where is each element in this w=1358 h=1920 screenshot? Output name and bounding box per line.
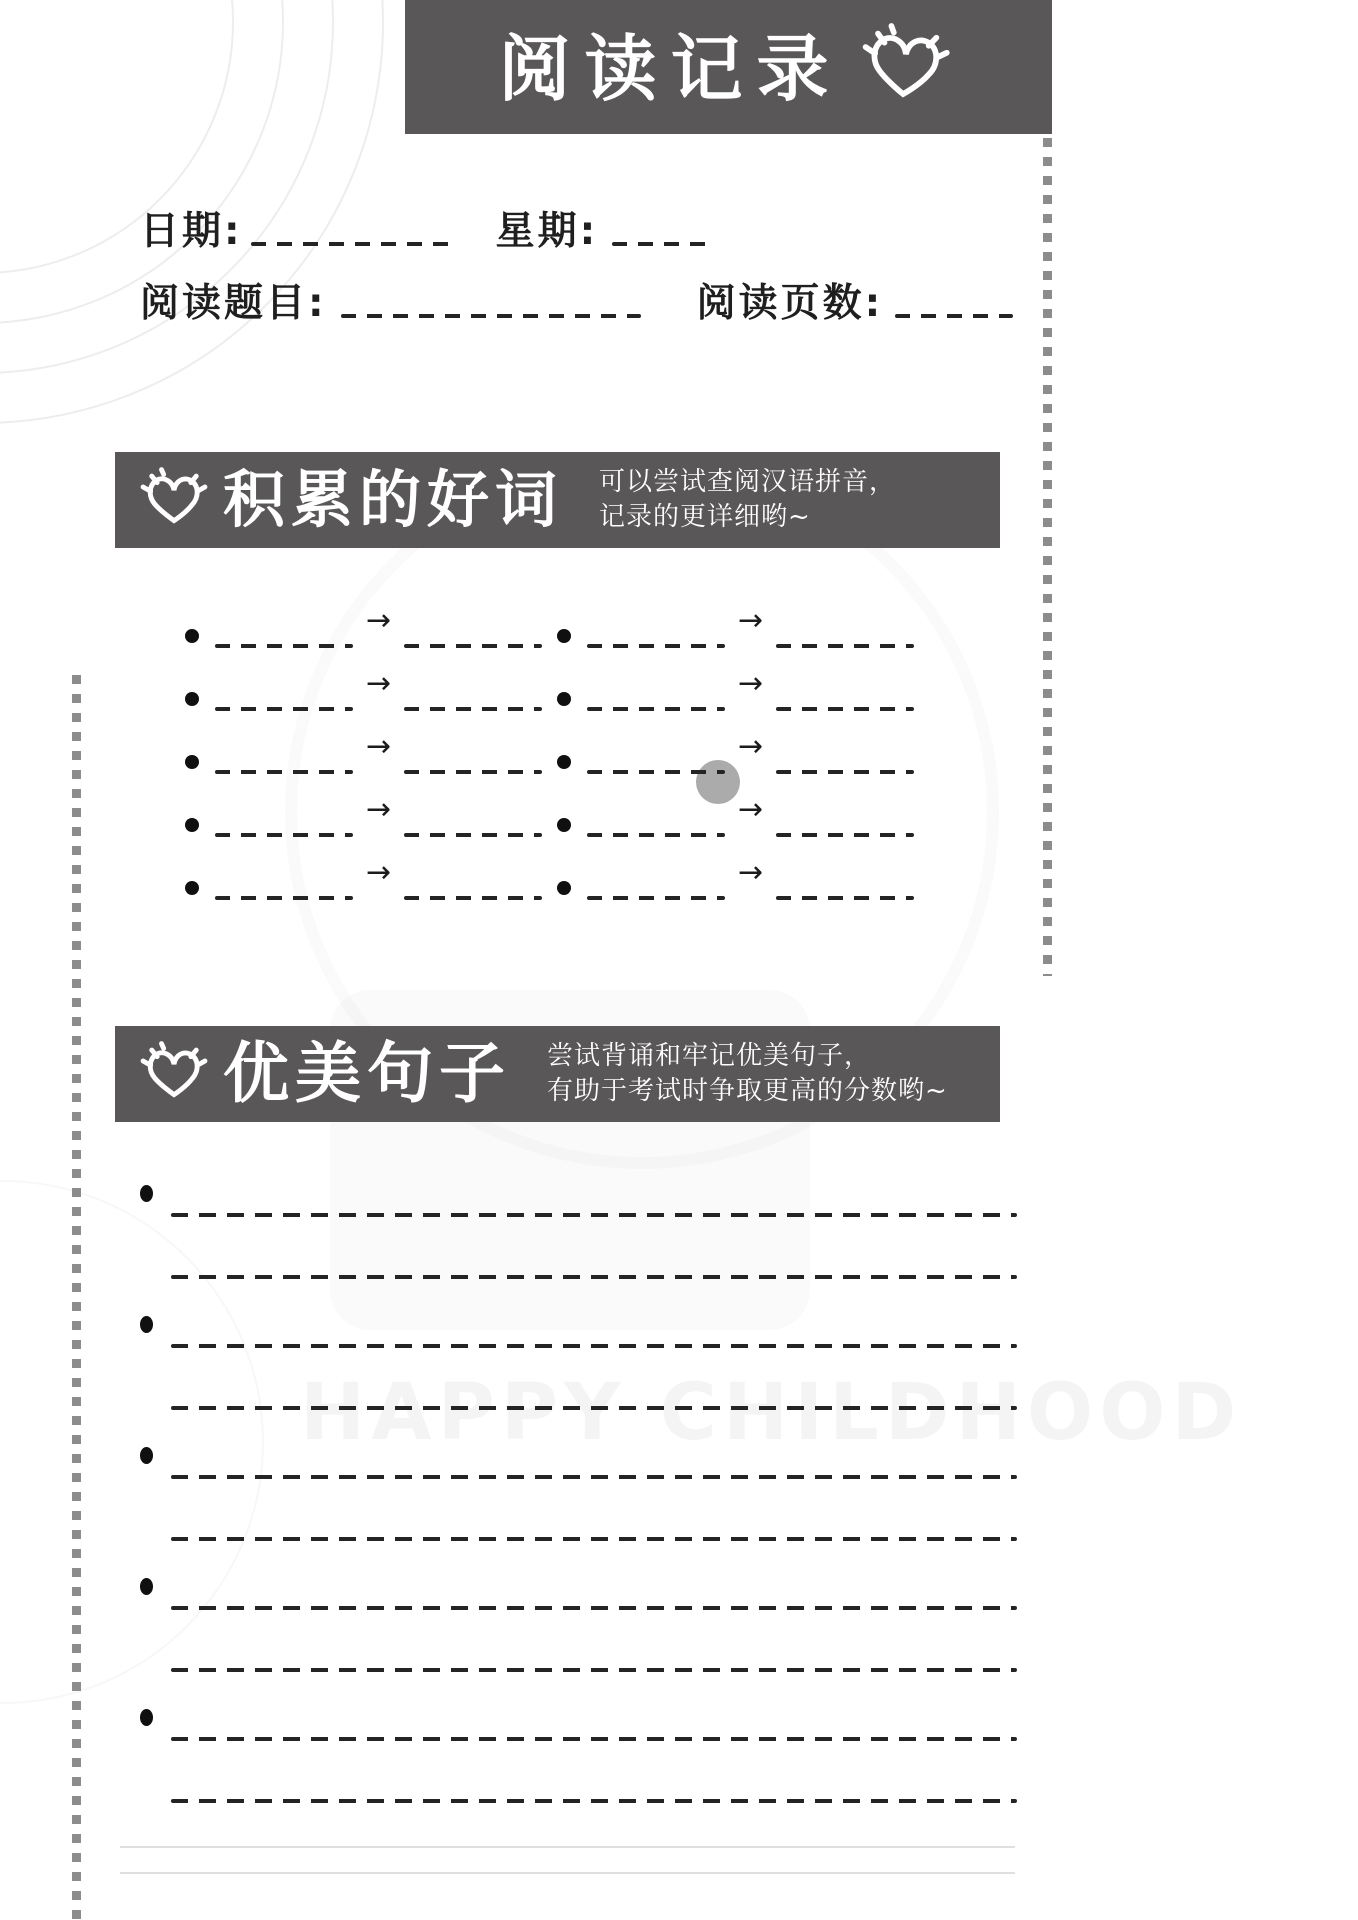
page-title: 阅读记录 (498, 27, 843, 111)
good-words-hint (599, 465, 896, 535)
arrow-icon: → (738, 666, 764, 701)
arrow-icon: → (366, 729, 392, 764)
word-blank (215, 707, 353, 711)
good-words-hint-line1: 可以尝试查阅汉语拼音， (599, 467, 897, 498)
heart-doodle-icon (851, 17, 959, 117)
word-entry (557, 850, 915, 913)
bullet-icon (557, 755, 571, 769)
sentence-blank-line (171, 1213, 1017, 1217)
footer-rule (120, 1846, 1015, 1848)
word-blank (587, 644, 725, 648)
sentence-blank-line (171, 1275, 1017, 1279)
word-blank (587, 707, 725, 711)
pinyin-blank (776, 770, 914, 774)
date-label: 日期: (140, 209, 243, 255)
bullet-icon (185, 692, 199, 706)
heart-doodle-icon (133, 462, 215, 538)
arrow-icon: → (738, 729, 764, 764)
sentences-hint-line2: 有助于考试时争取更高的分数哟~ (547, 1076, 948, 1106)
word-blank (215, 896, 353, 900)
footer-rule (120, 1872, 1015, 1874)
sentence-first-line (140, 1299, 1017, 1348)
bullet-icon (185, 818, 199, 832)
sentence-blank-line (171, 1475, 1017, 1479)
arrow-icon: → (738, 792, 764, 827)
heart-doodle-icon (133, 1036, 215, 1112)
bullet-icon (185, 755, 199, 769)
bullet-icon (140, 1185, 153, 1202)
pinyin-blank (776, 896, 914, 900)
word-entry (185, 661, 543, 724)
word-blank (587, 833, 725, 837)
arrow-icon: → (738, 855, 764, 890)
word-entry (185, 787, 543, 850)
reading-pages-blank (895, 314, 1013, 318)
arrow-icon: → (366, 603, 392, 638)
arrow-icon: → (366, 792, 392, 827)
bullet-icon (140, 1447, 153, 1464)
pinyin-blank (776, 707, 914, 711)
good-words-title: 积累的好词 (223, 463, 564, 536)
sentence-list (140, 1168, 1017, 1823)
word-blank (587, 770, 725, 774)
sentence-blank-line (171, 1799, 1017, 1803)
date-row (140, 196, 710, 254)
sentences-hint (547, 1039, 948, 1109)
bullet-icon (140, 1578, 153, 1595)
word-blank (587, 896, 725, 900)
reading-title-label: 阅读题目: (140, 281, 327, 327)
pinyin-blank (404, 833, 542, 837)
arrow-icon: → (366, 855, 392, 890)
sentence-entry (140, 1299, 1017, 1430)
pinyin-blank (404, 770, 542, 774)
sentence-blank-line (171, 1737, 1017, 1741)
word-entry (557, 787, 915, 850)
pinyin-blank (776, 644, 914, 648)
word-entry (557, 598, 915, 661)
sentence-entry (140, 1561, 1017, 1692)
word-entry (185, 724, 543, 787)
arrow-icon: → (738, 603, 764, 638)
reading-title-blank (341, 314, 641, 318)
bullet-icon (185, 881, 199, 895)
word-blank (215, 833, 353, 837)
sentence-blank-line (171, 1406, 1017, 1410)
reading-pages-label: 阅读页数: (696, 281, 884, 327)
sentence-blank-line (171, 1606, 1017, 1610)
word-entry (185, 850, 543, 913)
sentence-entry (140, 1168, 1017, 1299)
sentence-blank-line (171, 1537, 1017, 1541)
header-banner (405, 0, 1052, 134)
sentences-title: 优美句子 (223, 1035, 511, 1112)
left-dotted-line (72, 675, 81, 1920)
sentence-first-line (140, 1430, 1017, 1479)
bullet-icon (185, 629, 199, 643)
sentence-blank-line (171, 1344, 1017, 1348)
sentence-entry (140, 1430, 1017, 1561)
pinyin-blank (404, 896, 542, 900)
bullet-icon (557, 818, 571, 832)
bullet-icon (140, 1709, 153, 1726)
bullet-icon (557, 692, 571, 706)
word-entry (557, 724, 915, 787)
sentence-entry (140, 1692, 1017, 1823)
sentence-blank-line (171, 1668, 1017, 1672)
word-blank (215, 770, 353, 774)
title-row (140, 268, 1013, 326)
word-list (185, 598, 915, 913)
pinyin-blank (404, 644, 542, 648)
arrow-icon: → (366, 666, 392, 701)
sentences-banner (115, 1026, 1000, 1122)
weekday-label: 星期: (495, 209, 599, 255)
right-dotted-line (1043, 138, 1052, 976)
sentences-hint-line1: 尝试背诵和牢记优美句子， (547, 1041, 872, 1072)
sentence-first-line (140, 1561, 1017, 1610)
sentence-first-line (140, 1168, 1017, 1217)
good-words-banner (115, 452, 1000, 548)
pinyin-blank (404, 707, 542, 711)
sentence-first-line (140, 1692, 1017, 1741)
weekday-blank (612, 242, 710, 246)
good-words-hint-line2: 记录的更详细哟~ (599, 502, 811, 532)
word-blank (215, 644, 353, 648)
bullet-icon (557, 629, 571, 643)
pinyin-blank (776, 833, 914, 837)
bullet-icon (140, 1316, 153, 1333)
word-entry (557, 661, 915, 724)
date-blank (251, 242, 456, 246)
bullet-icon (557, 881, 571, 895)
word-entry (185, 598, 543, 661)
